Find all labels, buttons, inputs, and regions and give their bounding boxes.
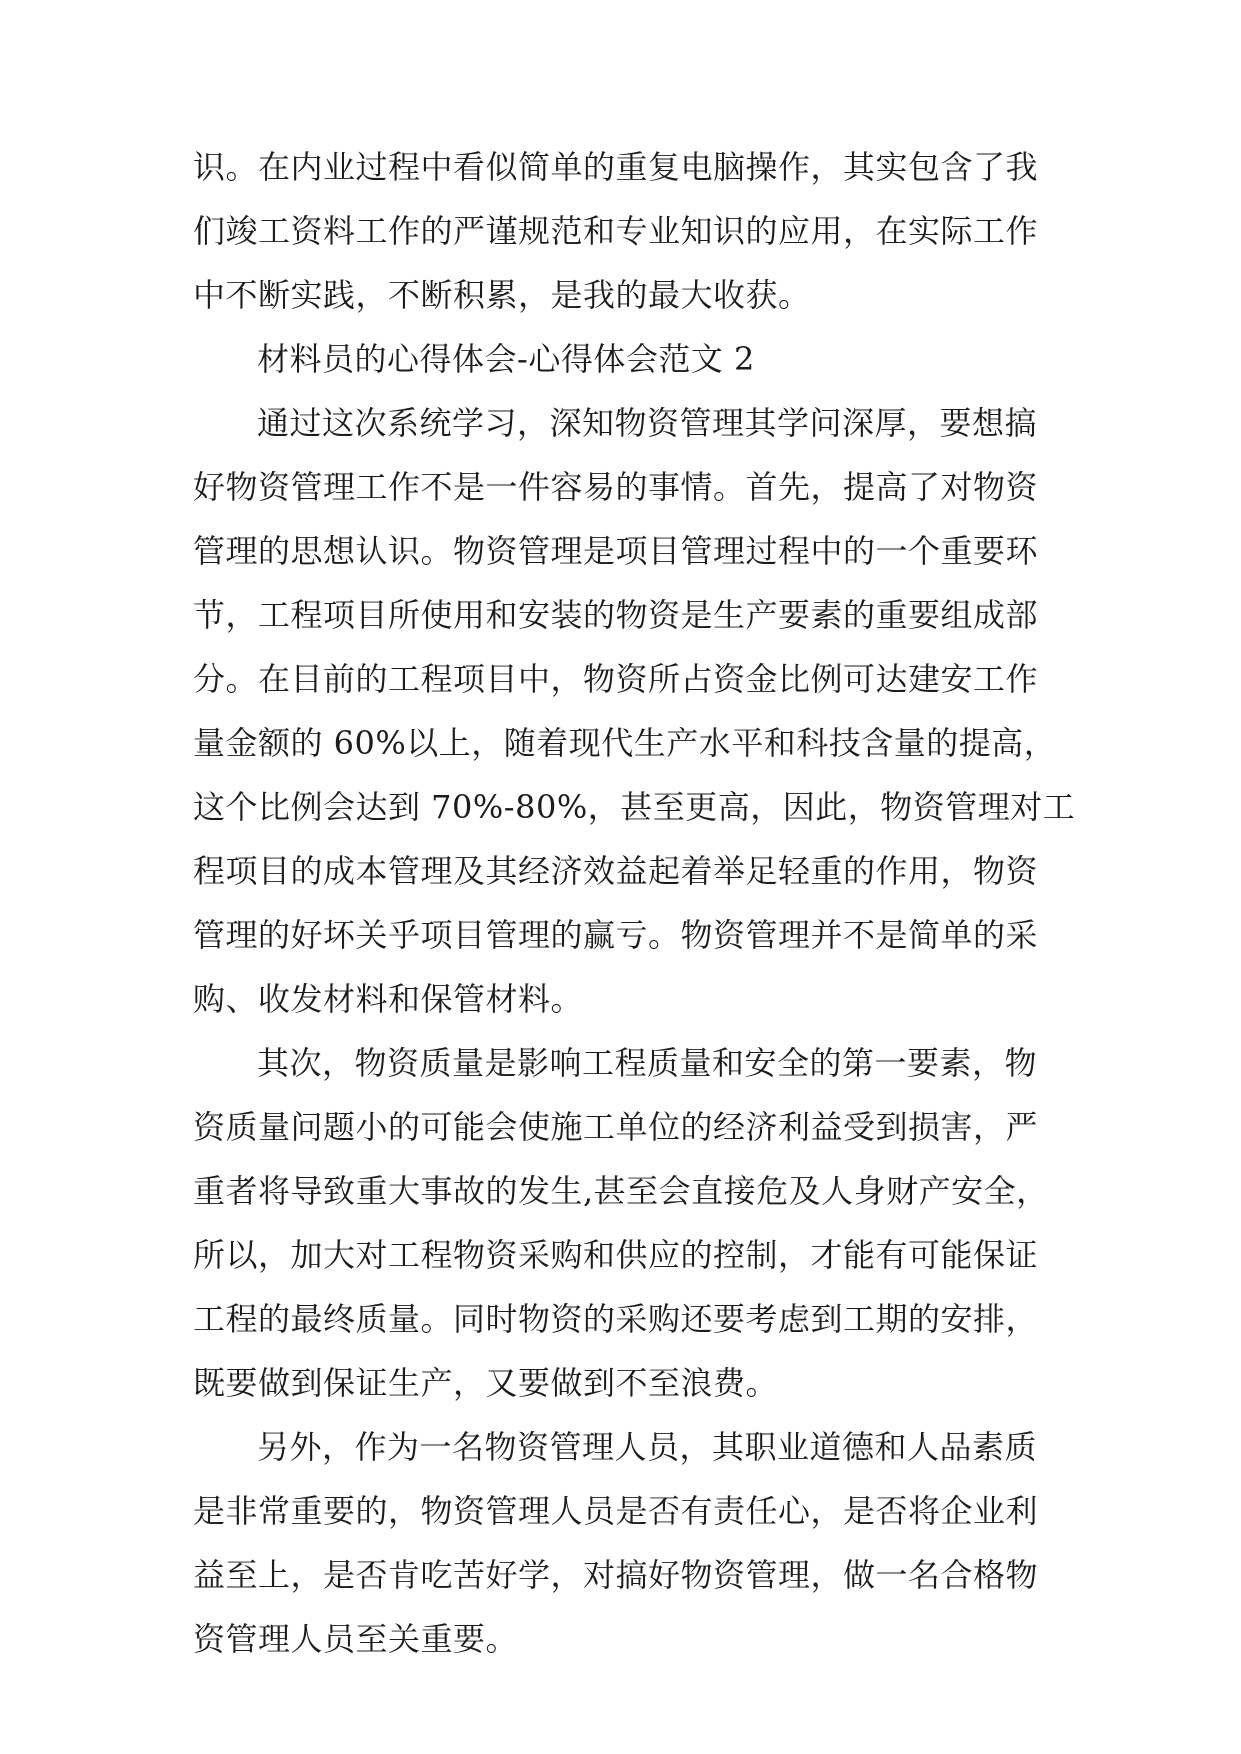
text-line: 益至上，是否肯吃苦好学，对搞好物资管理，做一名合格物 [193,1556,1039,1594]
text-line: 管理的好坏关乎项目管理的赢亏。物资管理并不是简单的采 [193,916,1039,954]
text-line: 重者将导致重大事故的发生,甚至会直接危及人身财产安全， [193,1172,1049,1210]
text-line: 识。在内业过程中看似简单的重复电脑操作，其实包含了我 [193,148,1039,186]
section-heading: 材料员的心得体会-心得体会范文 2 [257,340,755,378]
text-line: 工程的最终质量。同时物资的采购还要考虑到工期的安排， [193,1300,1039,1338]
text-line: 其次，物资质量是影响工程质量和安全的第一要素，物 [257,1044,1038,1082]
text-line: 中不断实践，不断积累，是我的最大收获。 [193,276,811,314]
text-line: 是非常重要的，物资管理人员是否有责任心，是否将企业利 [193,1492,1039,1530]
text-line: 资管理人员至关重要。 [193,1620,519,1658]
text-line: 这个比例会达到 70%-80%，甚至更高，因此，物资管理对工 [193,788,1076,826]
text-line: 们竣工资料工作的严谨规范和专业知识的应用，在实际工作 [193,212,1039,250]
text-line: 购、收发材料和保管材料。 [193,980,584,1018]
text-line: 既要做到保证生产，又要做到不至浪费。 [193,1364,779,1402]
text-line: 程项目的成本管理及其经济效益起着举足轻重的作用，物资 [193,852,1039,890]
text-line: 分。在目前的工程项目中，物资所占资金比例可达建安工作 [193,660,1039,698]
text-line: 好物资管理工作不是一件容易的事情。首先，提高了对物资 [193,468,1039,506]
text-line: 节，工程项目所使用和安装的物资是生产要素的重要组成部 [193,596,1039,634]
text-line: 管理的思想认识。物资管理是项目管理过程中的一个重要环 [193,532,1039,570]
text-line: 量金额的 60%以上，随着现代生产水平和科技含量的提高， [193,724,1057,762]
text-line: 通过这次系统学习，深知物资管理其学问深厚，要想搞 [257,404,1038,442]
text-line: 另外，作为一名物资管理人员，其职业道德和人品素质 [257,1428,1038,1466]
text-line: 资质量问题小的可能会使施工单位的经济利益受到损害，严 [193,1108,1039,1146]
text-line: 所以，加大对工程物资采购和供应的控制，才能有可能保证 [193,1236,1039,1274]
